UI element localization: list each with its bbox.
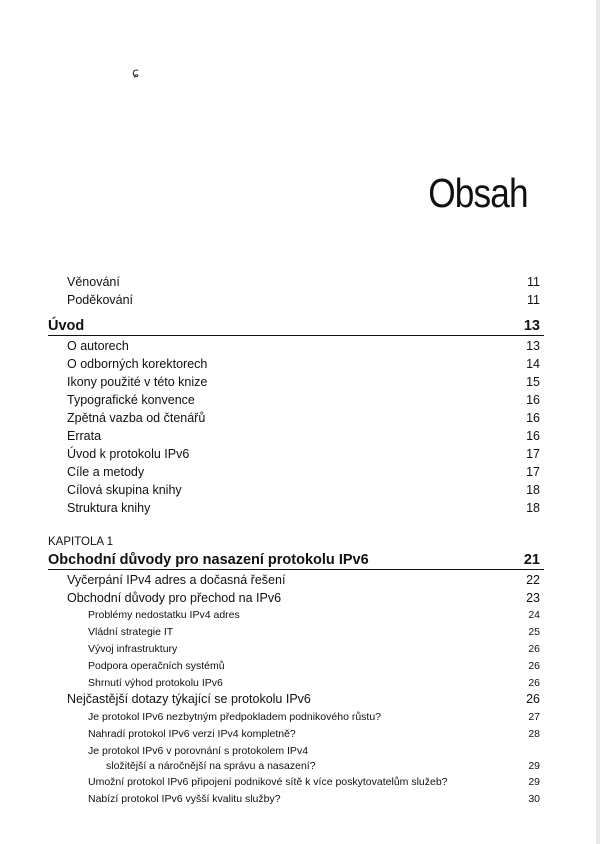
toc-entry-label: Vyčerpání IPv4 adres a dočasná řešení: [67, 573, 286, 587]
toc-entry[interactable]: [67, 481, 540, 499]
toc-subentry-page: 26: [528, 677, 540, 689]
toc-section-label: Úvod: [48, 318, 85, 334]
toc-subentry-label: Vládní strategie IT: [88, 626, 174, 638]
chapter-divider: [48, 569, 544, 570]
toc-subentry[interactable]: [88, 773, 540, 791]
toc-entry-page: 18: [526, 483, 540, 497]
toc-entry-page: 17: [526, 447, 540, 461]
toc-subentry-page: 28: [528, 728, 540, 740]
toc-entry-label: Zpětná vazba od čtenářů: [67, 411, 206, 425]
toc-entry-venovani[interactable]: [67, 273, 540, 291]
toc-subentry-label: Umožní protokol IPv6 připojení podnikové sítě k více poskytovatelům služeb?: [88, 776, 448, 788]
toc-subentry[interactable]: [88, 640, 540, 658]
toc-entry-label: Struktura knihy: [67, 501, 151, 515]
toc-entry-page: 13: [526, 339, 540, 353]
toc-entry-page: 22: [526, 573, 540, 587]
toc-subentry-label: Vývoj infrastruktury: [88, 643, 178, 655]
page-title: Obsah: [428, 170, 528, 216]
toc-chapter-label: Obchodní důvody pro nasazení protokolu IPv6: [48, 552, 369, 568]
toc-subentry-page: 30: [528, 793, 540, 805]
toc-entry-label: Ikony použité v této knize: [67, 375, 208, 389]
toc-entry-page: 17: [526, 465, 540, 479]
toc-entry-page: 15: [526, 375, 540, 389]
toc-entry[interactable]: [67, 355, 540, 373]
toc-entry-page: 11: [527, 275, 540, 289]
toc-subentry-page: 26: [528, 643, 540, 655]
toc-entry[interactable]: [67, 337, 540, 355]
toc-chapter-1[interactable]: [48, 551, 540, 569]
toc-entry-label: Nejčastější dotazy týkající se protokolu IPv6: [67, 692, 311, 706]
toc-subentry[interactable]: [88, 708, 540, 726]
toc-entry[interactable]: [67, 690, 540, 708]
toc-subentry[interactable]: [88, 725, 540, 743]
toc-entry-label: O odborných korektorech: [67, 357, 208, 371]
toc-subentry-page: 29: [528, 776, 540, 788]
toc-entry-page: 16: [526, 429, 540, 443]
toc-entry[interactable]: [67, 427, 540, 445]
toc-subentry-label: složitější a náročnější na správu a nasazení?: [106, 760, 316, 772]
toc-subentry-label: Shrnutí výhod protokolu IPv6: [88, 677, 223, 689]
toc-entry-label: O autorech: [67, 339, 129, 353]
toc-entry-page: 16: [526, 411, 540, 425]
toc-entry[interactable]: [67, 571, 540, 589]
section-divider: [48, 335, 544, 336]
toc-subentry[interactable]: [88, 657, 540, 675]
toc-section-uvod[interactable]: [48, 317, 540, 335]
toc-entry-label: Cílová skupina knihy: [67, 483, 182, 497]
toc-subentry-label: Podpora operačních systémů: [88, 660, 225, 672]
toc-entry-page: 23: [526, 591, 540, 605]
toc-entry-label: Errata: [67, 429, 102, 443]
toc-entry[interactable]: [67, 463, 540, 481]
toc-entry-page: 18: [526, 501, 540, 515]
toc-entry-label: Věnování: [67, 275, 120, 289]
toc-subentry[interactable]: [88, 623, 540, 641]
toc-entry-page: 26: [526, 692, 540, 706]
toc-entry[interactable]: [67, 499, 540, 517]
toc-subentry-label: Problémy nedostatku IPv4 adres: [88, 609, 240, 621]
toc-subentry-label: Je protokol IPv6 v porovnání s protokolem IPv4: [88, 745, 309, 757]
toc-subentry-page: 26: [528, 660, 540, 672]
chapter-kicker: KAPITOLA 1: [48, 536, 113, 548]
toc-section-page: 13: [523, 318, 540, 334]
toc-chapter-page: 21: [523, 552, 540, 568]
toc-subentry[interactable]: [88, 790, 540, 808]
toc-entry[interactable]: [67, 373, 540, 391]
toc-entry-label: Typografické konvence: [67, 393, 195, 407]
toc-subentry-page: 24: [528, 609, 540, 621]
toc-entry-podekovani[interactable]: [67, 291, 540, 309]
toc-subentry[interactable]: [88, 606, 540, 624]
toc-entry-page: 11: [527, 293, 540, 307]
toc-subentry-label: Je protokol IPv6 nezbytným předpokladem podnikového růstu?: [88, 711, 382, 723]
toc-entry-page: 14: [526, 357, 540, 371]
toc-entry-label: Obchodní důvody pro přechod na IPv6: [67, 591, 282, 605]
toc-entry[interactable]: [67, 409, 540, 427]
toc-entry[interactable]: [67, 445, 540, 463]
toc-entry-page: 16: [526, 393, 540, 407]
toc-subentry-page: 29: [528, 760, 540, 772]
toc-entry-label: Cíle a metody: [67, 465, 145, 479]
toc-subentry-page: 27: [528, 711, 540, 723]
toc-subentry-page: 25: [528, 626, 540, 638]
toc-subentry-label: Nahradí protokol IPv6 verzi IPv4 kompletně?: [88, 728, 296, 740]
toc-entry-label: Úvod k protokolu IPv6: [67, 447, 190, 461]
toc-entry[interactable]: [67, 391, 540, 409]
toc-subentry-label: Nabízí protokol IPv6 vyšší kvalitu služby?: [88, 793, 281, 805]
toc-entry[interactable]: [67, 589, 540, 607]
scan-mark: ɕ: [132, 66, 140, 81]
toc-entry-label: Poděkování: [67, 293, 134, 307]
